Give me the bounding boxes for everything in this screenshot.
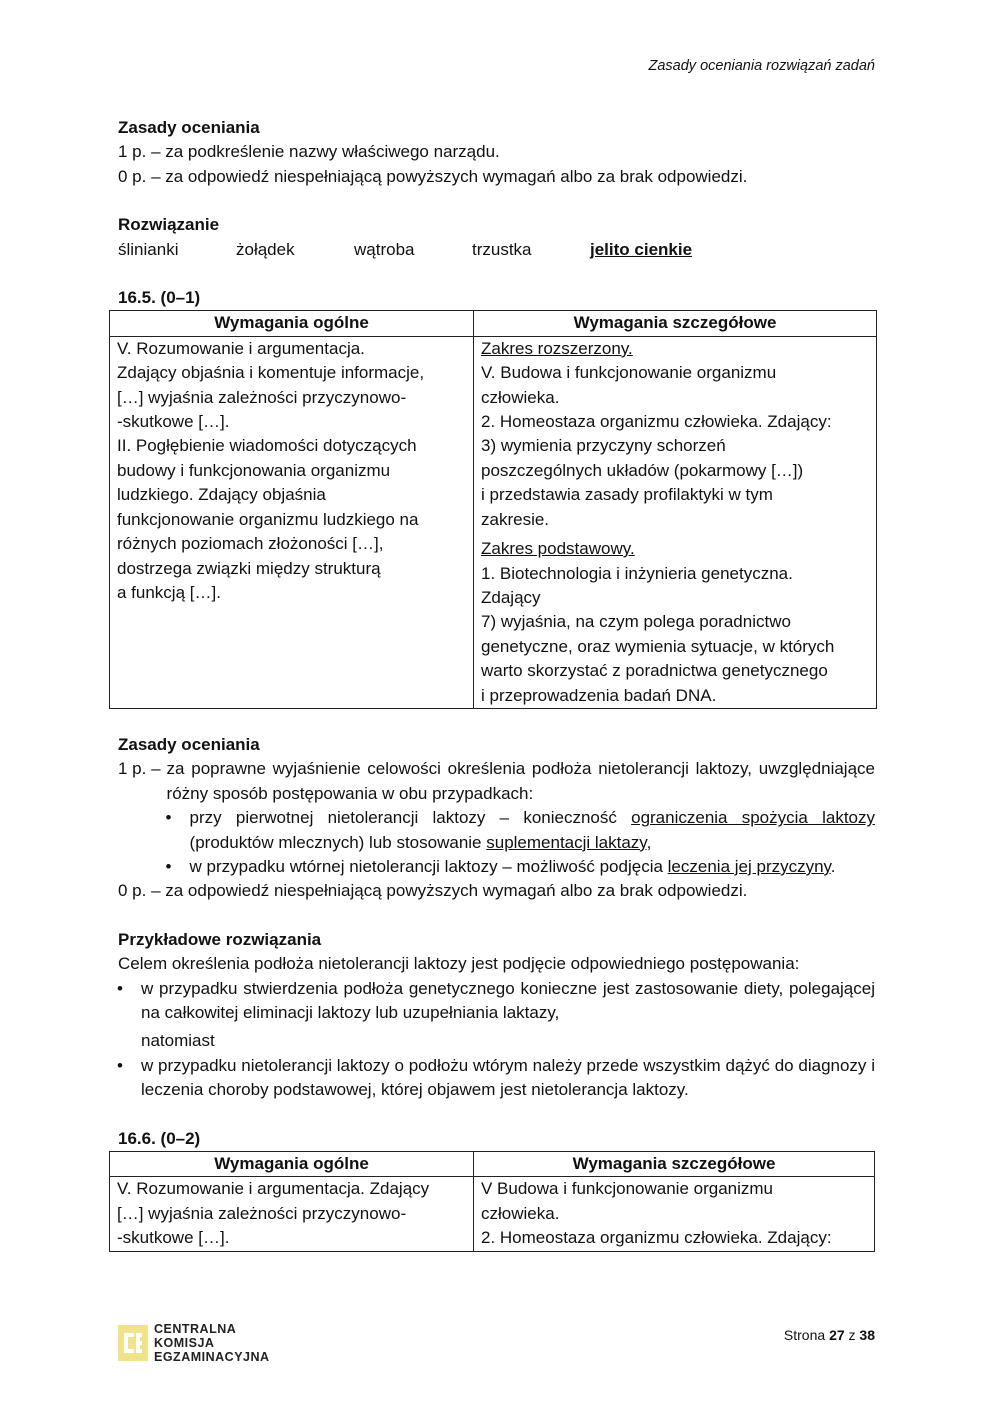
col-detailed: Wymagania szczegółowe [474, 1152, 875, 1177]
page-number: Strona 27 z 38 [783, 1327, 875, 1343]
scoring-bullet: • przy pierwotnej nietolerancji laktozy – konieczność ograniczenia spożycia laktozy (produktów mlecznych) lub stosowanie suplementacji laktazy, [165, 808, 875, 852]
solution-word: trzustka [472, 239, 532, 259]
scope-extended: Zakres rozszerzony. [481, 338, 633, 358]
scoring-heading-1: Zasady oceniania [118, 118, 260, 137]
scoring-0p: 0 p. – za odpowiedź niespełniającą powyższych wymagań albo za brak odpowiedzi. [118, 166, 748, 186]
col-detailed: Wymagania szczegółowe [474, 311, 877, 336]
scoring-heading-2: Zasady oceniania [118, 734, 260, 754]
general-requirements: V. Rozumowanie i argumentacja. Zdający […] wyjaśnia zależności przyczynowo- -skutkowe […]. [110, 1177, 474, 1251]
solution-word: wątroba [354, 239, 415, 259]
cke-logo-icon [118, 1325, 148, 1361]
requirements-table-16-5 [109, 310, 877, 709]
task-label-16-6: 16.6. (0–2) [118, 1128, 201, 1148]
col-general: Wymagania ogólne [110, 1152, 474, 1177]
task-label-16-5: 16.5. (0–1) [118, 288, 201, 308]
examples-heading: Przykładowe rozwiązania [118, 929, 322, 949]
scoring-bullet: • w przypadku wtórnej nietolerancji laktozy – możliwość podjęcia leczenia jej przyczyny. [165, 856, 836, 876]
scoring-1p: 1 p. – za podkreślenie nazwy właściwego narządu. [118, 142, 500, 162]
general-requirements: V. Rozumowanie i argumentacja. Zdający objaśnia i komentuje informacje, […] wyjaśnia zależności przyczynowo- -skutkowe […]. II. Pogłębienie wiadomości dotyczących budowy i funkcjonowania organizmu ludzkiego. Zdający objaśnia funkcjonowanie organizmu ludzkiego na różnych poziomach złożoności […], dostrzega związki między strukturą a funkcją […]. [110, 336, 474, 708]
example-item: • w przypadku stwierdzenia podłoża genetycznego konieczne jest zastosowanie diety, polegającej na całkowitej eliminacji laktozy lub uzupełniania laktazy, [117, 978, 875, 1022]
examples-intro: Celem określenia podłoża nietolerancji laktozy jest podjęcie odpowiedniego postępowania: [118, 954, 800, 974]
page-header: Zasady oceniania rozwiązań zadań [648, 58, 875, 74]
page-content [118, 116, 875, 1252]
detailed-requirements: Zakres rozszerzony. V. Budowa i funkcjonowanie organizmu człowieka. 2. Homeostaza organizmu człowieka. Zdający: 3) wymienia przyczyny schorzeń poszczególnych układów (pokarmowy […]) i przedstawia zasady profilaktyki w tym zakresie. Zakres podstawowy. 1. Biotechnologia i inżynieria genetyczna. Zdający 7) wyjaśnia, na czym polega poradnictwo genetyczne, oraz wymienia sytuacje, w których warto skorzystać z poradnictwa genetycznego i przeprowadzenia badań DNA. [474, 336, 877, 708]
solution-words [118, 238, 875, 262]
solution-word: ślinianki [118, 239, 179, 259]
scope-basic: Zakres podstawowy. [481, 539, 635, 559]
cke-logo [118, 1322, 270, 1364]
examples-list [117, 1054, 875, 1103]
scoring-bullets [165, 806, 875, 879]
solution-answer: jelito cienkie [590, 239, 693, 259]
detailed-requirements: V Budowa i funkcjonowanie organizmu człowieka. 2. Homeostaza organizmu człowieka. Zdający: [474, 1177, 875, 1251]
examples-connector: natomiast [141, 1031, 215, 1051]
cke-logo-text: CENTRALNA KOMISJA EGZAMINACYJNA [154, 1322, 270, 1364]
col-general: Wymagania ogólne [110, 311, 474, 336]
requirements-table-16-6 [109, 1151, 875, 1252]
solution-heading: Rozwiązanie [118, 215, 220, 235]
example-item: • w przypadku nietolerancji laktozy o podłożu wtórym należy przede wszystkim dążyć do diagnozy i leczenia choroby podstawowej, której objawem jest nietolerancja laktozy. [117, 1055, 875, 1100]
examples-list [117, 977, 875, 1026]
scoring-2-0p: 0 p. – za odpowiedź niespełniającą powyższych wymagań albo za brak odpowiedzi. [118, 881, 748, 901]
solution-word: żołądek [236, 239, 295, 259]
scoring-2-1p: 1 p. – za poprawne wyjaśnienie celowości określenia podłoża nietolerancji laktozy, uwzględniające różny sposób postępowania w obu przypadkach: • przy pierwotnej nietolerancji laktozy – konieczność ograniczenia spożycia laktozy (produktów mlecznych) lub stosowanie suplementacji laktazy, • w przypadku wtórnej nietolerancji laktozy – możliwość podjęcia leczenia jej przyczyny. [118, 757, 875, 879]
